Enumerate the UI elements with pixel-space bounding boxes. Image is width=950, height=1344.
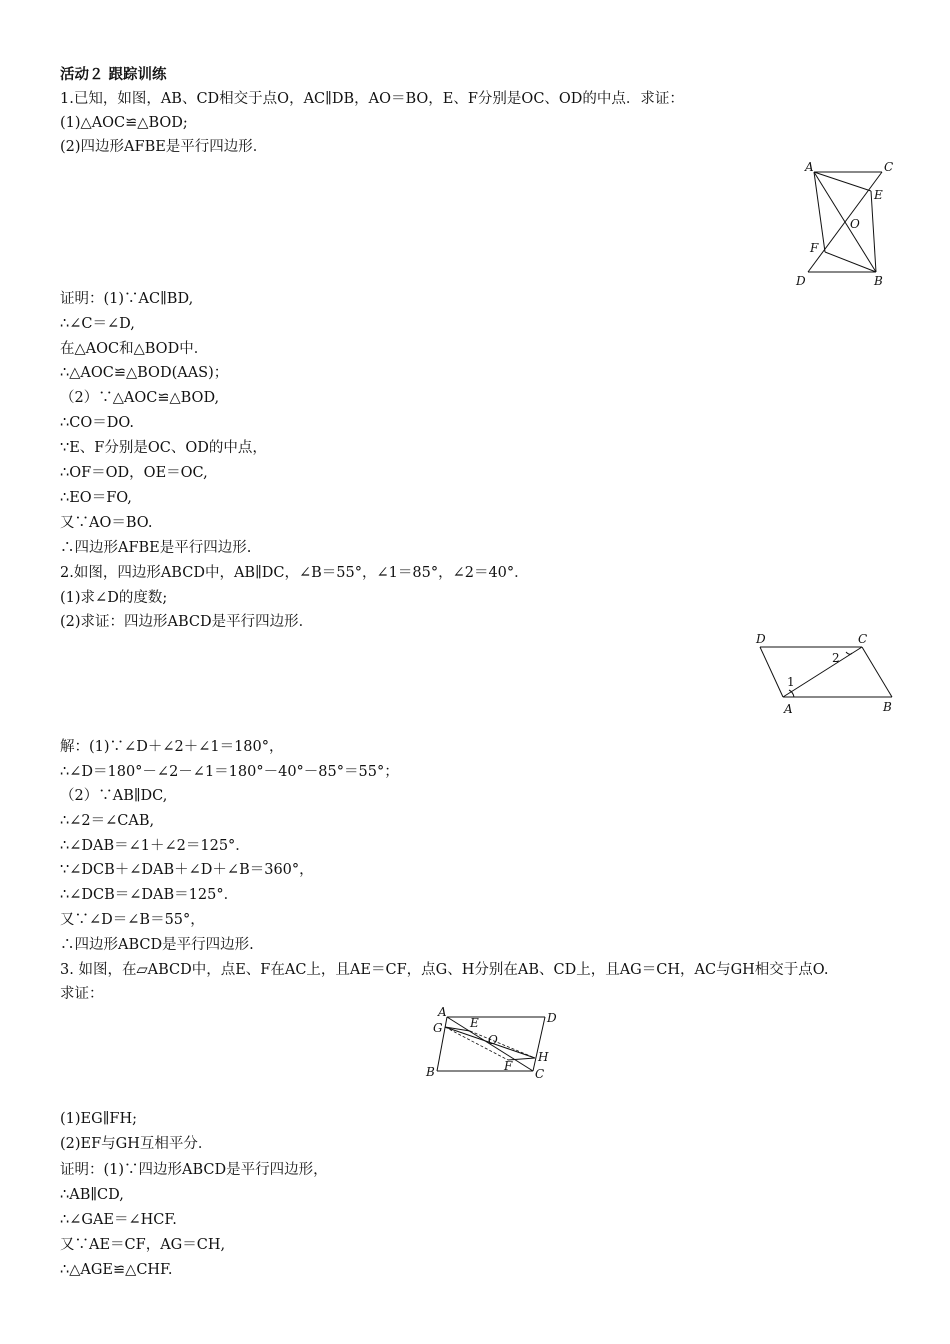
problem1-proof-line: ∴四边形AFBE是平行四边形. [60,540,252,556]
problem2-solution-line: ∴∠D＝180°－∠2－∠1＝180°－40°－85°＝55°； [60,764,399,780]
problem2-solution-line: ∴四边形ABCD是平行四边形. [60,937,254,953]
problem2-solution-line: ∴∠2＝∠CAB, [60,813,155,829]
label-F: F [504,1059,513,1073]
label-O: O [850,217,860,231]
problem3-proof-line: ∴△AGE≌△CHF. [60,1262,173,1278]
problem1-proof-line: 证明：(1)∵AC∥BD, [60,291,194,307]
problem3-part2: (2)EF与GH互相平分． [60,1136,213,1152]
label-D: D [756,632,766,646]
problem1-proof-line: 又∵AO＝BO. [60,515,153,531]
label-B: B [426,1065,435,1079]
label-F: F [810,241,819,255]
problem1-proof-line: （2）∵△AOC≌△BOD, [60,390,220,406]
label-E: E [470,1016,479,1030]
figure-problem1 [785,155,905,290]
problem3-statement-cont: 求证： [60,986,104,1002]
label-C: C [535,1067,545,1081]
problem1-proof-line: ∴EO＝FO, [60,490,132,506]
problem1-proof-line: ∴CO＝DO. [60,415,134,431]
problem3-part1: (1)EG∥FH; [60,1111,137,1127]
problem1-proof-line: ∵E、F分别是OC、OD的中点， [60,440,267,456]
problem3-proof-line: ∴∠GAE＝∠HCF. [60,1212,177,1228]
problem1-proof-line: 在△AOC和△BOD中． [60,341,209,357]
problem2-solution-line: ∴∠DAB＝∠1＋∠2＝125°． [60,838,250,854]
problem1-part2: (2)四边形AFBE是平行四边形． [60,139,268,155]
problem1-proof-line: ∴OF＝OD，OE＝OC, [60,465,208,481]
label-A: A [784,702,793,716]
problem3-proof-line: 又∵AE＝CF，AG＝CH, [60,1237,226,1253]
problem1-proof-line: ∴∠C＝∠D, [60,316,135,332]
problem2-solution-line: 解：(1)∵∠D＋∠2＋∠1＝180°， [60,739,284,755]
label-B: B [874,274,883,288]
problem1-statement: 1.已知，如图，AB、CD相交于点O，AC∥DB，AO＝BO，E、F分别是OC、OD的中点．求证： [60,91,684,107]
label-C: C [884,160,894,174]
label-B: B [883,700,892,714]
label-H: H [538,1050,549,1064]
label-G: G [433,1021,443,1035]
problem3-proof-line: ∴AB∥CD, [60,1187,124,1203]
problem2-solution-line: ∵∠DCB＋∠DAB＋∠D＋∠B＝360°， [60,862,314,878]
label-D: D [796,274,806,288]
problem2-statement: 2.如图，四边形ABCD中，AB∥DC，∠B＝55°，∠1＝85°，∠2＝40°． [60,565,529,581]
figure-problem3 [420,1000,570,1085]
figure-problem2 [750,628,905,720]
problem2-solution-line: ∴∠DCB＝∠DAB＝125°． [60,887,239,903]
label-O: O [488,1033,498,1047]
label-angle2: 2 [832,651,840,665]
problem2-solution-line: （2）∵AB∥DC, [60,788,168,804]
problem3-statement: 3. 如图，在▱ABCD中，点E、F在AC上，且AE＝CF，点G、H分别在AB、CD上，且AG＝CH，AC与GH相交于点O. [60,962,829,978]
label-A: A [438,1005,447,1019]
label-A: A [805,160,814,174]
problem2-solution-line: 又∵∠D＝∠B＝55°， [60,912,205,928]
problem3-proof-line: 证明：(1)∵四边形ABCD是平行四边形， [60,1162,328,1178]
section-title: 活动２ 跟踪训练 [60,67,167,83]
label-E: E [874,188,883,202]
problem1-part1: (1)△AOC≌△BOD; [60,115,188,131]
problem2-part1: (1)求∠D的度数; [60,590,168,606]
problem1-proof-line: ∴△AOC≌△BOD(AAS)； [60,365,229,381]
label-angle1: 1 [787,675,795,689]
label-D: D [547,1011,557,1025]
label-C: C [858,632,868,646]
problem2-part2: (2)求证：四边形ABCD是平行四边形． [60,614,314,630]
